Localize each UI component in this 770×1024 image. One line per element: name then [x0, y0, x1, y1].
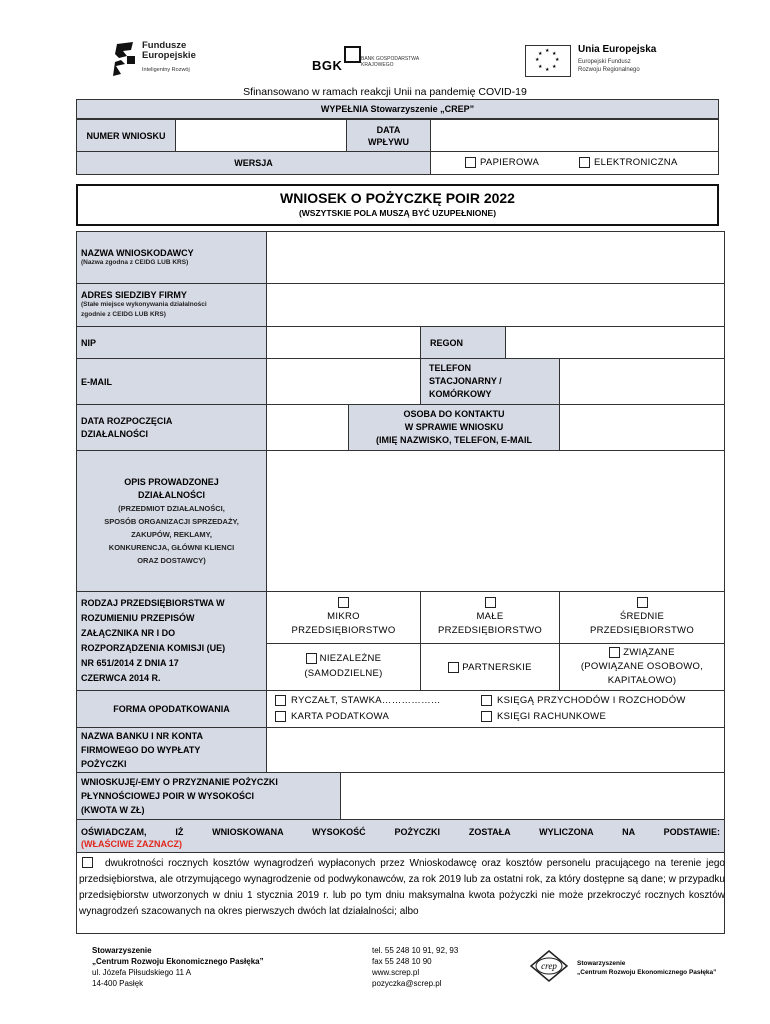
form-title-box: [76, 184, 719, 226]
wlasciwe-zaznacz-note: (WŁAŚCIWE ZAZNACZ): [81, 839, 182, 849]
wynagrodzenia-checkbox[interactable]: [82, 857, 93, 868]
papierowa-checkbox[interactable]: [465, 157, 476, 168]
niezalezne-checkbox[interactable]: [306, 653, 317, 664]
wersja-label: WERSJA: [76, 151, 431, 175]
male-checkbox[interactable]: [485, 597, 496, 608]
oswiadczam-label: OŚWIADCZAM, IŻ WNIOSKOWANA WYSOKOŚĆ POŻYCZKI ZOSTAŁA WYLICZONA NA PODSTAWIE: (WŁAŚCIWE ZAZNACZ): [76, 819, 725, 853]
rodzaj-label: RODZAJ PRZEDSIĘBIORSTWA W ROZUMIENIU PRZEPISÓW ZAŁĄCZNIKA NR I DO ROZPORZĄDZENIA KOMISJI (UE) NR 651/2014 Z DNIA 17 CZERWCA 2014 R.: [76, 591, 267, 691]
data-rozpoczecia-field[interactable]: [266, 404, 349, 451]
srednie-option: ŚREDNIE PRZEDSIĘBIORSTWO: [559, 591, 725, 644]
form-title: WNIOSEK O POŻYCZKĘ POIR 2022: [280, 190, 515, 206]
niezalezne-option: NIEZALEŻNE (SAMODZIELNE): [266, 643, 421, 691]
numer-wniosku-field[interactable]: [175, 119, 347, 152]
nip-label: NIP: [76, 326, 267, 359]
footer-mail-link[interactable]: pozyczka@screp.pl: [372, 979, 442, 988]
telefon-label: TELEFON STACJONARNY / KOMÓRKOWY: [420, 358, 560, 405]
adres-label: ADRES SIEDZIBY FIRMY (Stałe miejsce wykonywania działalności zgodnie z CEIDG LUB KRS): [76, 283, 267, 327]
karta-checkbox[interactable]: [275, 711, 286, 722]
mikro-option: MIKRO PRZEDSIĘBIORSTWO: [266, 591, 421, 644]
ryczalt-checkbox[interactable]: [275, 695, 286, 706]
bank-field[interactable]: [266, 727, 725, 773]
elektroniczna-label: ELEKTRONICZNA: [594, 157, 678, 168]
ryczalt-label: RYCZAŁT, STAWKA………………: [291, 695, 441, 706]
bgk-logo-text: BGK: [312, 58, 343, 73]
zwiazane-option: ZWIĄZANE (POWIĄZANE OSOBOWO, KAPITAŁOWO): [559, 643, 725, 691]
ksiegi-rachunkowe-checkbox[interactable]: [481, 711, 492, 722]
wynagrodzenia-paragraph: dwukrotności rocznych kosztów wynagrodzeń wypłaconych przez Wnioskodawcę oraz kosztów personelu pracującego na terenie jego przedsiębiorstwa, ale otrzymującego wynagrodzenie od podwykonawców, za rok 2019 lub za ostatni rok, za który dostępne są dane; w przypadku przedsiębiorstw utworzonych w dniu 1 stycznia 2019 r. lub po tym dniu maksymalna kwota pożyczki nie może przekroczyć rocznych kosztów wynagrodzeń szacowanych na okres pierwszych dwóch lat działalności; albo: [79, 858, 725, 917]
zwiazane-checkbox[interactable]: [609, 647, 620, 658]
mikro-checkbox[interactable]: [338, 597, 349, 608]
ksiega-przychodow-label: KSIĘGĄ PRZYCHODÓW I ROZCHODÓW: [497, 695, 686, 706]
osoba-kontakt-label: OSOBA DO KONTAKTU W SPRAWIE WNIOSKU (IMIĘ NAZWISKO, TELEFON, E-MAIL: [348, 404, 560, 451]
nazwa-field[interactable]: [266, 231, 725, 284]
telefon-field[interactable]: [559, 358, 725, 405]
footer-contact: tel. 55 248 10 91, 92, 93 fax 55 248 10 90 www.screp.pl pozyczka@screp.pl: [372, 946, 459, 988]
regon-field[interactable]: [505, 326, 725, 359]
fill-note: WYPEŁNIA Stowarzyszenie „CREP”: [76, 99, 719, 119]
nip-field[interactable]: [266, 326, 421, 359]
kwota-field[interactable]: [340, 772, 725, 820]
fe-subtitle: Inteligentny Rozwój: [142, 67, 190, 73]
email-label: E-MAIL: [76, 358, 267, 405]
email-field[interactable]: [266, 358, 421, 405]
footer-org: Stowarzyszenie „Centrum Rozwoju Ekonomicznego Pasłęka” ul. Józefa Piłsudskiego 11 A 14-400 Pasłęk: [92, 946, 264, 988]
elektroniczna-checkbox[interactable]: [579, 157, 590, 168]
forma-label: FORMA OPODATKOWANIA: [76, 690, 267, 728]
srednie-checkbox[interactable]: [637, 597, 648, 608]
bank-label: NAZWA BANKU I NR KONTA FIRMOWEGO DO WYPŁATY POŻYCZKI: [76, 727, 267, 773]
wnioskuje-label: WNIOSKUJĘ/-EMY O PRZYZNANIE POŻYCZKI PŁYNNOŚCIOWEJ POIR W WYSOKOŚCI (KWOTA W ZŁ): [76, 772, 341, 820]
opis-label: OPIS PROWADZONEJ DZIAŁALNOŚCI (PRZEDMIOT DZIAŁALNOŚCI, SPOSÓB ORGANIZACJI SPRZEDAŻY, ZAKUPÓW, REKLAMY, KONKURENCJA, GŁÓWNI KLIENCI ORAZ DOSTAWCY): [76, 450, 267, 592]
ksiegi-rachunkowe-label: KSIĘGI RACHUNKOWE: [497, 711, 607, 722]
partnerskie-checkbox[interactable]: [448, 662, 459, 673]
nazwa-label: NAZWA WNIOSKODAWCY (Nazwa zgodna z CEIDG LUB KRS): [76, 231, 267, 284]
numer-wniosku-label: NUMER WNIOSKU: [76, 119, 176, 152]
bgk-subtitle: BANK GOSPODARSTWA KRAJOWEGO: [361, 56, 420, 68]
papierowa-label: PAPIEROWA: [480, 157, 540, 168]
data-wplywu-label: DATA WPŁYWU: [346, 119, 431, 152]
partnerskie-option: PARTNERSKIE: [420, 643, 560, 691]
logo-bar: [0, 0, 770, 90]
fe-title: Fundusze Europejskie: [142, 40, 196, 61]
eu-title: Unia Europejska: [578, 44, 657, 55]
bgk-logo-icon: [344, 46, 361, 63]
eu-subtitle: Europejski Fundusz Rozwoju Regionalnego: [578, 59, 640, 73]
male-option: MAŁE PRZEDSIĘBIORSTWO: [420, 591, 560, 644]
form-subtitle: (WSZYTSKIE POLA MUSZĄ BYĆ UZUPEŁNIONE): [298, 208, 497, 218]
fundusze-europejskie-logo-icon: [113, 42, 137, 76]
crep-logo-text: crep: [541, 961, 557, 971]
data-rozpoczecia-label: DATA ROZPOCZĘCIA DZIAŁALNOŚCI: [76, 404, 267, 451]
regon-label: REGON: [420, 326, 506, 359]
crep-logo-icon: [527, 950, 571, 982]
karta-label: KARTA PODATKOWA: [291, 711, 390, 722]
eu-flag-icon: ★ ★ ★ ★ ★ ★ ★ ★: [525, 45, 571, 77]
wersja-options: [430, 151, 719, 175]
financing-note: Sfinansowano w ramach reakcji Unii na pandemię COVID-19: [243, 86, 527, 98]
forma-options: [266, 690, 725, 728]
adres-field[interactable]: [266, 283, 725, 327]
footer-www-link[interactable]: www.screp.pl: [372, 968, 420, 977]
osoba-kontakt-field[interactable]: [559, 404, 725, 451]
ksiega-przychodow-checkbox[interactable]: [481, 695, 492, 706]
data-wplywu-field[interactable]: [430, 119, 719, 152]
opis-field[interactable]: [266, 450, 725, 592]
footer-logo-org: Stowarzyszenie „Centrum Rozwoju Ekonomicznego Pasłęka”: [577, 960, 717, 976]
